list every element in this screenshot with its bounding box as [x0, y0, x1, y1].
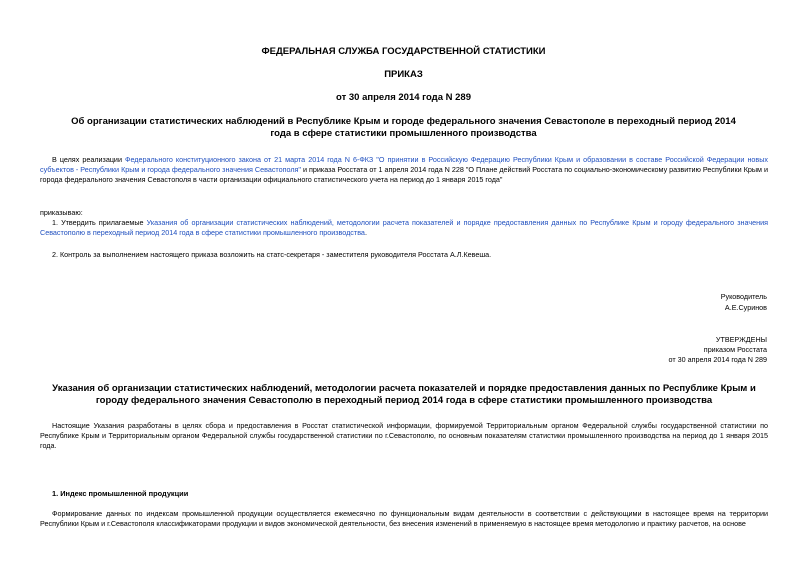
approval-line-1: УТВЕРЖДЕНЫ	[715, 335, 767, 344]
preamble-text-1: В целях реализации	[52, 155, 125, 164]
annex-intro-paragraph: Настоящие Указания разработаны в целях сбора и предоставления в Росстат статистической информации, формируемой Территориальным органом Федеральной службы государственной статистики по Республике Крым и Территориальным органом Федеральной службы государственной статистики по г.Севастополю, по основным показателям статистики промышленного производства на период до 1 января 2015 года.	[40, 421, 768, 450]
order-item-1-end: .	[364, 228, 367, 237]
order-item-1-text: 1. Утвердить прилагаемые	[52, 218, 147, 227]
federal-law-link[interactable]: Федерального конституционного закона от 21 марта 2014 года N 6-ФКЗ "О принятии в Российскую Федерацию Республики Крым и образовании в составе Российской Федерации новых субъектов - Республики Крым и города федерального значения Севастополя"	[40, 155, 768, 174]
section-1-heading: 1. Индекс промышленной продукции	[52, 489, 189, 498]
approval-line-2: приказом Росстата	[703, 345, 767, 354]
guidelines-link[interactable]: Указания об организации статистических наблюдений, методологии расчета показателей и порядке предоставления данных по Республике Крым и городу федерального значения Севастополю в переходный период 2014 года в сфере статистики промышленного производства	[40, 218, 768, 237]
org-name: ФЕДЕРАЛЬНАЯ СЛУЖБА ГОСУДАРСТВЕННОЙ СТАТИСТИКИ	[261, 46, 546, 57]
approval-line-3: от 30 апреля 2014 года N 289	[668, 355, 767, 364]
order-item-2: 2. Контроль за выполнением настоящего приказа возложить на статс-секретаря - заместителя руководителя Росстата А.Л.Кевеша.	[52, 250, 492, 259]
signatory-name: А.Е.Суринов	[724, 303, 767, 312]
order-item-1	[40, 218, 768, 238]
order-label: приказываю:	[40, 208, 83, 217]
section-1-paragraph: Формирование данных по индексам промышленной продукции осуществляется ежемесячно по функциональным видам деятельности в соответствии с действующими в настоящее время на территории Республики Крым и г.Севастополя классификаторами продукции и видов экономической деятельности, без внесения изменений в применяемую в настоящее время методологию и практику расчетов, на основе	[40, 509, 768, 528]
order-date: от 30 апреля 2014 года N 289	[336, 92, 471, 103]
preamble-paragraph	[40, 155, 768, 185]
doc-type: ПРИКАЗ	[384, 69, 423, 80]
annex-title: Указания об организации статистических наблюдений, методологии расчета показателей и порядке предоставления данных по Республике Крым и городу федерального значения Севастополю в переходный период 2014 года в сфере статистики промышленного производства	[52, 383, 756, 406]
signatory-role: Руководитель	[720, 292, 767, 301]
order-title: Об организации статистических наблюдений в Республике Крым и городе федерального значения Севастополе в переходный период 2014 года в сфере статистики промышленного производства	[71, 116, 736, 139]
preamble-text-2: и приказа Росстата от 1 апреля 2014 года N 228 "О Плане действий Росстата по социально-экономическому развитию Республики Крым и города федерального значения Севастополя в части организации официального статистического учета на период до 1 января 2015 года"	[40, 165, 769, 184]
